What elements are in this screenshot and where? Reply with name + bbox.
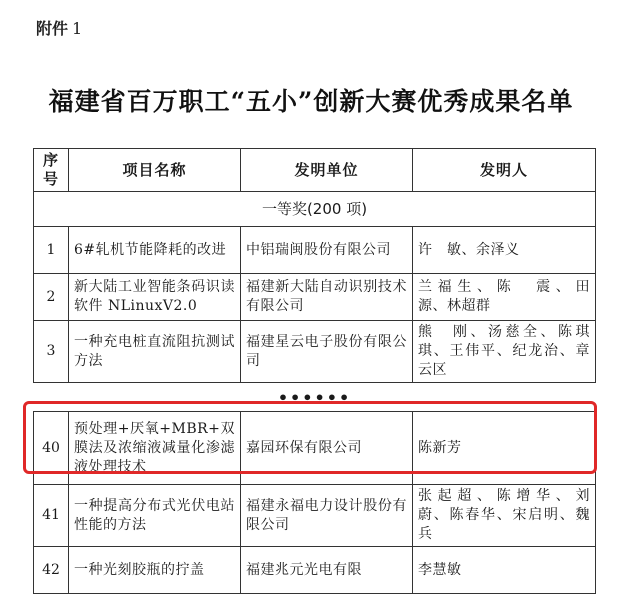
attachment-label — [36, 16, 82, 39]
row-inventor: 李慧敏 — [413, 547, 596, 594]
row-number: 40 — [34, 412, 69, 485]
header-project: 项目名称 — [69, 149, 241, 192]
row-number: 3 — [34, 321, 69, 383]
table-row — [34, 547, 596, 594]
row-number: 41 — [34, 485, 69, 547]
row-inventor: 陈新芳 — [413, 412, 596, 485]
row-number: 42 — [34, 547, 69, 594]
row-project: 一种充电桩直流阻抗测试方法 — [69, 321, 241, 383]
table-row — [34, 274, 596, 321]
ellipsis-marker: •••••• — [34, 383, 596, 412]
table-row — [34, 485, 596, 547]
row-unit: 福建兆元光电有限 — [241, 547, 413, 594]
row-project: 一种光刻胶瓶的拧盖 — [69, 547, 241, 594]
row-project: 预处理+厌氧+MBR+双膜法及浓缩液减量化渗滤液处理技术 — [69, 412, 241, 485]
row-unit: 中铝瑞闽股份有限公司 — [241, 227, 413, 274]
table-header-row — [34, 149, 596, 192]
row-inventor: 许 敏、余泽义 — [413, 227, 596, 274]
table-row — [34, 412, 596, 485]
row-unit: 福建新大陆自动识别技术有限公司 — [241, 274, 413, 321]
row-project: 新大陆工业智能条码识读软件 NLinuxV2.0 — [69, 274, 241, 321]
row-number: 1 — [34, 227, 69, 274]
row-number: 2 — [34, 274, 69, 321]
row-inventor: 张起超、陈增华、刘 蔚、陈春华、宋启明、魏 兵 — [413, 485, 596, 547]
row-inventor: 熊 刚、汤慈全、陈琪琪、王伟平、纪龙治、章云区 — [413, 321, 596, 383]
header-unit: 发明单位 — [241, 149, 413, 192]
row-unit: 嘉园环保有限公司 — [241, 412, 413, 485]
row-project: 6#轧机节能降耗的改进 — [69, 227, 241, 274]
row-unit: 福建星云电子股份有限公司 — [241, 321, 413, 383]
attachment-text: 附件 — [36, 19, 69, 38]
table-row — [34, 227, 596, 274]
row-project: 一种提高分布式光伏电站性能的方法 — [69, 485, 241, 547]
results-table — [33, 148, 605, 594]
document-title: 福建省百万职工“五小”创新大赛优秀成果名单 — [48, 87, 574, 116]
section-first-prize: 一等奖(200 项) — [34, 192, 596, 227]
table-row — [34, 321, 596, 383]
header-number: 序号 — [34, 149, 69, 192]
row-unit: 福建永福电力设计股份有限公司 — [241, 485, 413, 547]
section-row — [34, 192, 596, 227]
row-inventor: 兰福生、陈 震、田 源、林超群 — [413, 274, 596, 321]
attachment-number: 1 — [72, 19, 83, 38]
ellipsis-row — [34, 383, 596, 412]
header-inventor: 发明人 — [413, 149, 596, 192]
